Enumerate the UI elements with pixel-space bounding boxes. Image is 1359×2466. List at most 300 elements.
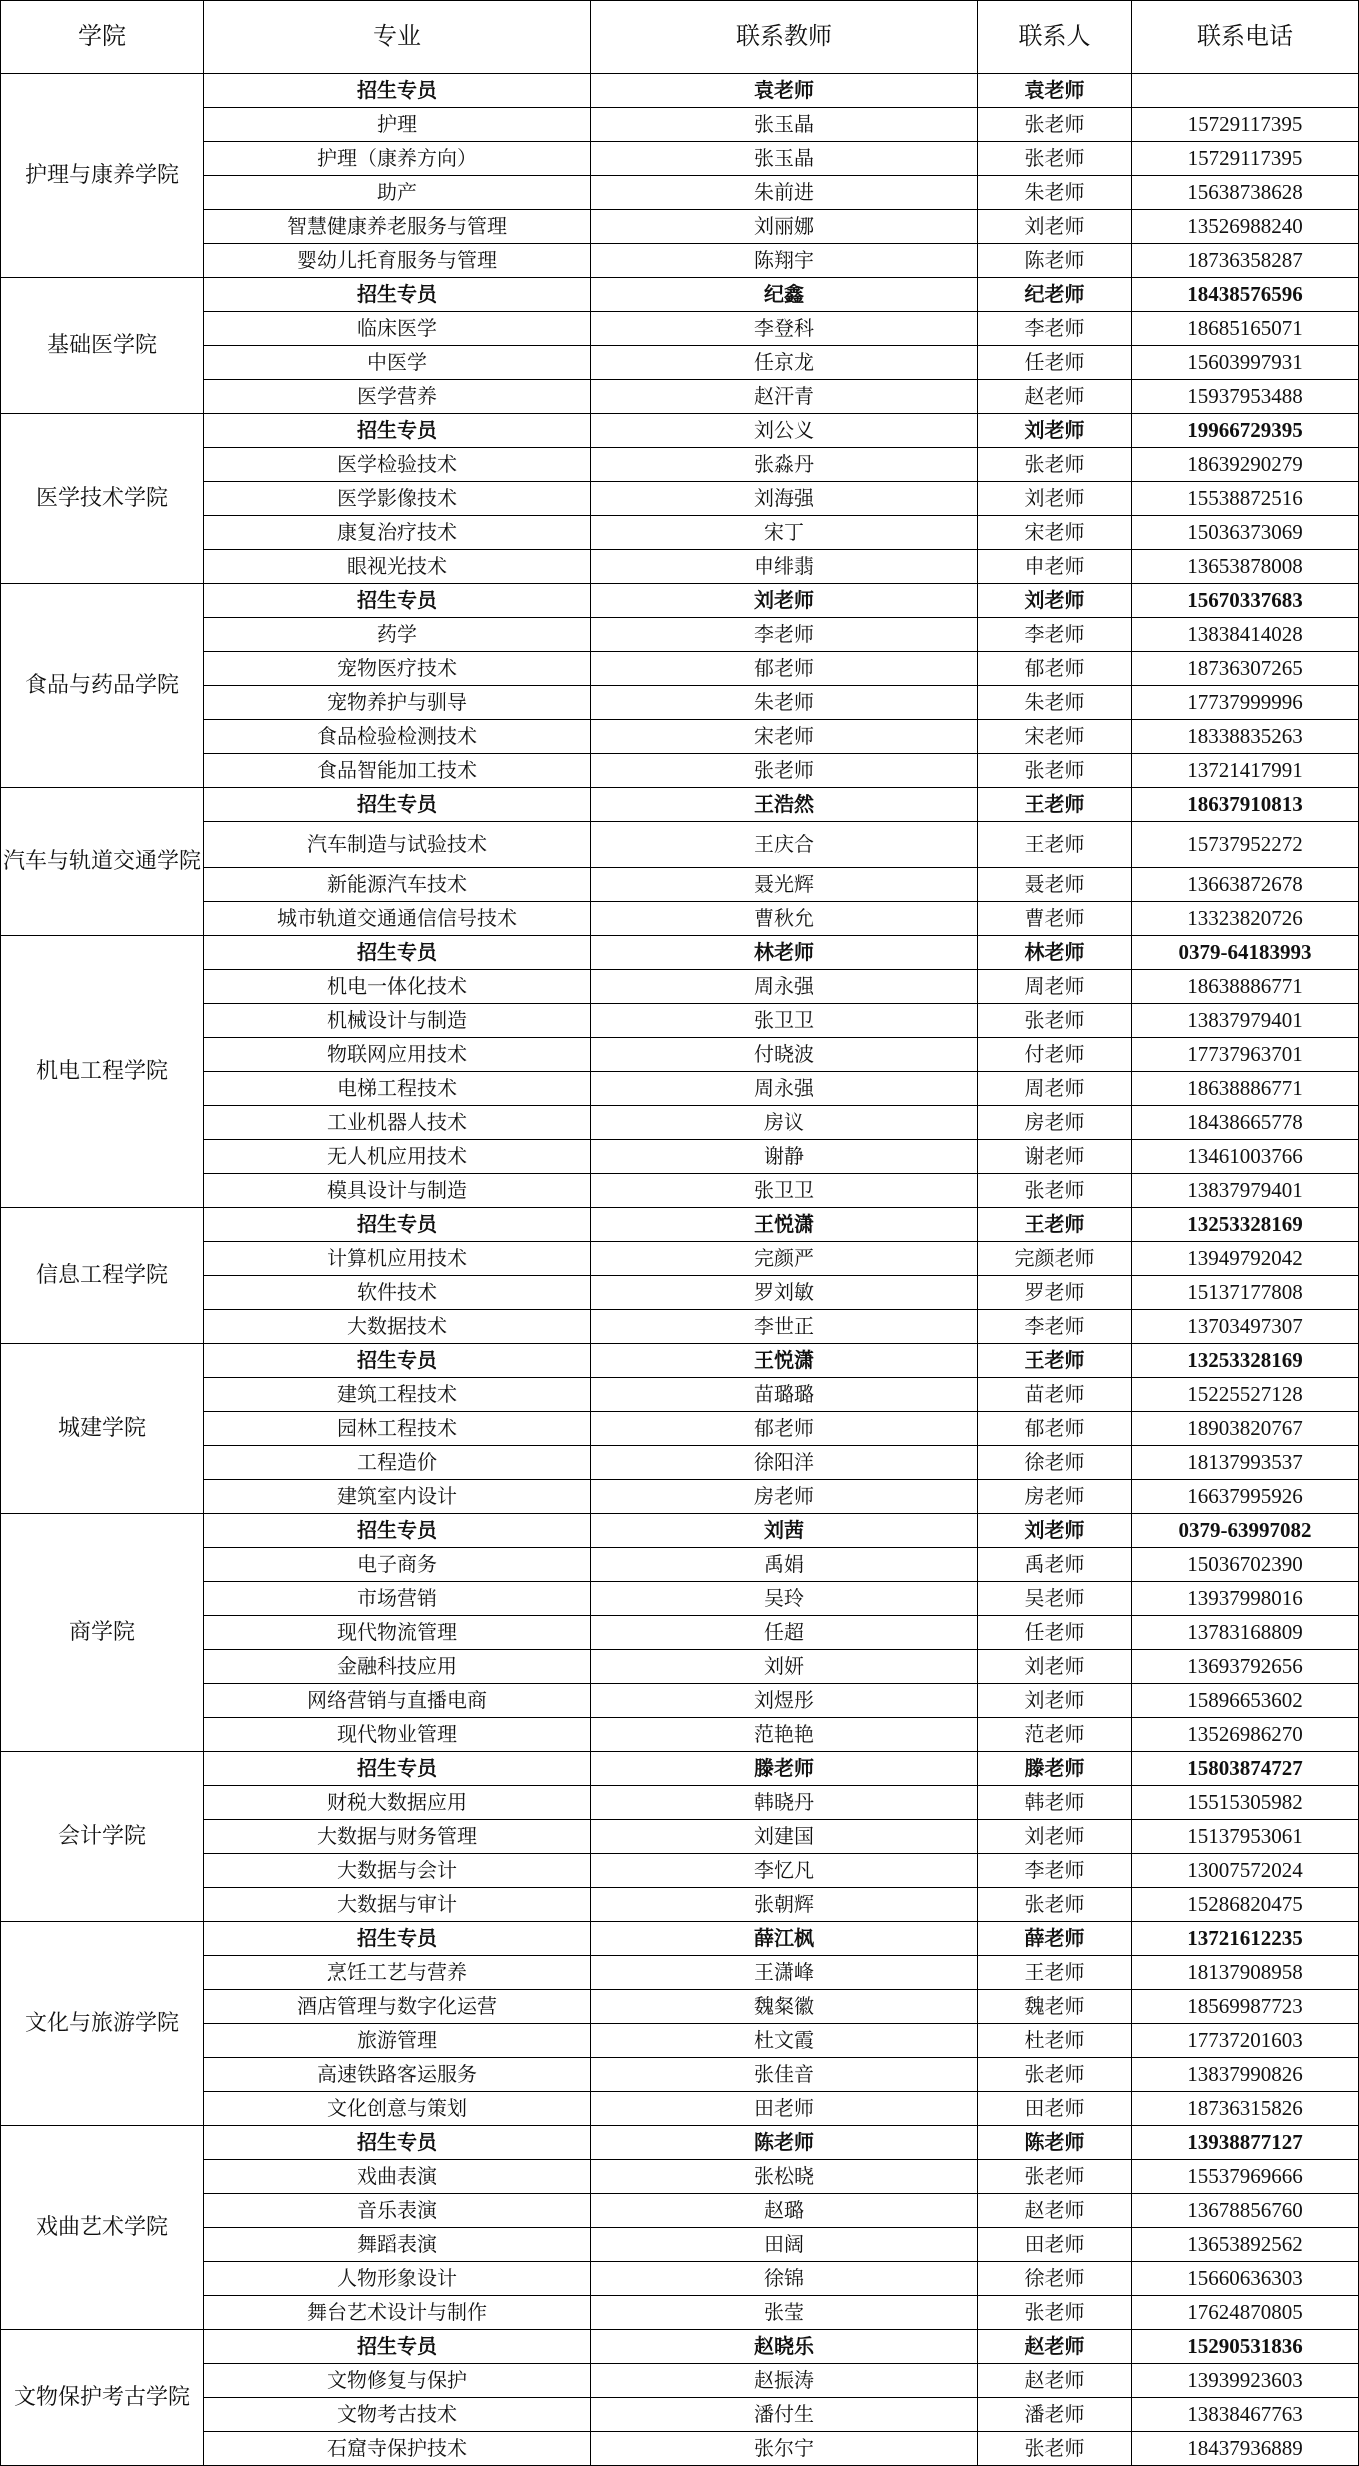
table-row [1,482,1359,516]
teacher-cell: 张莹 [591,2296,978,2330]
contact-person-cell: 张老师 [978,1888,1132,1922]
major-cell: 招生专员 [204,278,591,312]
phone-cell: 13693792656 [1132,1650,1359,1684]
table-row [1,1174,1359,1208]
contact-person-cell: 任老师 [978,1616,1132,1650]
contact-person-cell: 周老师 [978,1072,1132,1106]
contact-person-cell: 袁老师 [978,74,1132,108]
table-row [1,1072,1359,1106]
contact-person-cell: 张老师 [978,448,1132,482]
major-cell: 食品检验检测技术 [204,720,591,754]
teacher-cell: 张松晓 [591,2160,978,2194]
college-name: 文化与旅游学院 [1,1922,204,2126]
contact-person-cell: 周老师 [978,970,1132,1004]
teacher-cell: 李忆凡 [591,1854,978,1888]
teacher-cell: 刘海强 [591,482,978,516]
table-row [1,2228,1359,2262]
major-cell: 模具设计与制造 [204,1174,591,1208]
recruiter-row [1,2330,1359,2364]
table-row [1,1276,1359,1310]
teacher-cell: 张老师 [591,754,978,788]
contact-person-cell: 罗老师 [978,1276,1132,1310]
phone-cell: 18338835263 [1132,720,1359,754]
teacher-cell: 完颜严 [591,1242,978,1276]
contact-person-cell: 刘老师 [978,1514,1132,1548]
phone-cell: 18437936889 [1132,2432,1359,2466]
table-row [1,1106,1359,1140]
major-cell: 电子商务 [204,1548,591,1582]
phone-cell: 15660636303 [1132,2262,1359,2296]
teacher-cell: 郁老师 [591,652,978,686]
teacher-cell: 张卫卫 [591,1174,978,1208]
table-row [1,720,1359,754]
phone-cell: 13253328169 [1132,1208,1359,1242]
major-cell: 计算机应用技术 [204,1242,591,1276]
college-name: 汽车与轨道交通学院 [1,788,204,936]
phone-cell: 18903820767 [1132,1412,1359,1446]
table-row [1,1412,1359,1446]
table-row [1,2194,1359,2228]
major-cell: 招生专员 [204,414,591,448]
teacher-cell: 任京龙 [591,346,978,380]
major-cell: 招生专员 [204,74,591,108]
table-row [1,2296,1359,2330]
major-cell: 医学影像技术 [204,482,591,516]
major-cell: 助产 [204,176,591,210]
teacher-cell: 李登科 [591,312,978,346]
table-row [1,970,1359,1004]
major-cell: 婴幼儿托育服务与管理 [204,244,591,278]
header-major: 专业 [204,1,591,74]
phone-cell: 15137953061 [1132,1820,1359,1854]
contact-person-cell: 张老师 [978,2296,1132,2330]
contact-person-cell: 魏老师 [978,1990,1132,2024]
contact-person-cell: 付老师 [978,1038,1132,1072]
phone-cell: 15937953488 [1132,380,1359,414]
contact-person-cell: 聂老师 [978,868,1132,902]
phone-cell: 13721612235 [1132,1922,1359,1956]
phone-cell: 15896653602 [1132,1684,1359,1718]
contact-person-cell: 滕老师 [978,1752,1132,1786]
contact-person-cell: 朱老师 [978,686,1132,720]
major-cell: 机电一体化技术 [204,970,591,1004]
phone-cell: 13938877127 [1132,2126,1359,2160]
phone-cell: 18137908958 [1132,1956,1359,1990]
contact-person-cell: 王老师 [978,788,1132,822]
phone-cell: 13838414028 [1132,618,1359,652]
contact-person-cell: 薛老师 [978,1922,1132,1956]
recruiter-row [1,74,1359,108]
phone-cell: 13949792042 [1132,1242,1359,1276]
phone-cell: 13838467763 [1132,2398,1359,2432]
phone-cell: 18638886771 [1132,970,1359,1004]
phone-cell: 15515305982 [1132,1786,1359,1820]
table-row [1,1888,1359,1922]
phone-cell [1132,74,1359,108]
college-name: 商学院 [1,1514,204,1752]
phone-cell: 15537969666 [1132,2160,1359,2194]
phone-cell: 15603997931 [1132,346,1359,380]
teacher-cell: 张朝辉 [591,1888,978,1922]
contact-person-cell: 赵老师 [978,2194,1132,2228]
table-row [1,312,1359,346]
phone-cell: 18685165071 [1132,312,1359,346]
major-cell: 招生专员 [204,1752,591,1786]
major-cell: 电梯工程技术 [204,1072,591,1106]
table-row [1,686,1359,720]
phone-cell: 13526988240 [1132,210,1359,244]
contact-person-cell: 纪老师 [978,278,1132,312]
major-cell: 无人机应用技术 [204,1140,591,1174]
phone-cell: 15286820475 [1132,1888,1359,1922]
teacher-cell: 王潇峰 [591,1956,978,1990]
teacher-cell: 宋丁 [591,516,978,550]
teacher-cell: 付晓波 [591,1038,978,1072]
teacher-cell: 房老师 [591,1480,978,1514]
phone-cell: 18569987723 [1132,1990,1359,2024]
contact-person-cell: 吴老师 [978,1582,1132,1616]
major-cell: 城市轨道交通通信信号技术 [204,902,591,936]
phone-cell: 13703497307 [1132,1310,1359,1344]
major-cell: 烹饪工艺与营养 [204,1956,591,1990]
table-row [1,1854,1359,1888]
contact-person-cell: 王老师 [978,1208,1132,1242]
table-row [1,176,1359,210]
major-cell: 金融科技应用 [204,1650,591,1684]
table-row [1,1718,1359,1752]
table-row [1,1446,1359,1480]
contact-person-cell: 张老师 [978,2432,1132,2466]
major-cell: 现代物流管理 [204,1616,591,1650]
contact-person-cell: 张老师 [978,1004,1132,1038]
header-row [1,1,1359,74]
major-cell: 软件技术 [204,1276,591,1310]
contact-person-cell: 刘老师 [978,482,1132,516]
major-cell: 大数据与会计 [204,1854,591,1888]
contact-person-cell: 李老师 [978,1310,1132,1344]
contact-person-cell: 刘老师 [978,1650,1132,1684]
contact-person-cell: 张老师 [978,2058,1132,2092]
major-cell: 智慧健康养老服务与管理 [204,210,591,244]
phone-cell: 17624870805 [1132,2296,1359,2330]
table-body [1,74,1359,2466]
teacher-cell: 任超 [591,1616,978,1650]
phone-cell: 18137993537 [1132,1446,1359,1480]
teacher-cell: 刘建国 [591,1820,978,1854]
phone-cell: 13678856760 [1132,2194,1359,2228]
phone-cell: 13837979401 [1132,1174,1359,1208]
teacher-cell: 刘茜 [591,1514,978,1548]
teacher-cell: 范艳艳 [591,1718,978,1752]
teacher-cell: 张尔宁 [591,2432,978,2466]
teacher-cell: 聂光辉 [591,868,978,902]
major-cell: 招生专员 [204,2330,591,2364]
table-row [1,1310,1359,1344]
contact-person-cell: 曹老师 [978,902,1132,936]
contact-person-cell: 王老师 [978,1956,1132,1990]
table-row [1,1956,1359,1990]
contact-person-cell: 李老师 [978,618,1132,652]
teacher-cell: 申绯翡 [591,550,978,584]
teacher-cell: 禹娟 [591,1548,978,1582]
contact-person-cell: 张老师 [978,754,1132,788]
contact-person-cell: 宋老师 [978,720,1132,754]
phone-cell: 18736307265 [1132,652,1359,686]
phone-cell: 13837979401 [1132,1004,1359,1038]
contact-person-cell: 赵老师 [978,380,1132,414]
table-row [1,2092,1359,2126]
table-row [1,210,1359,244]
teacher-cell: 林老师 [591,936,978,970]
contact-person-cell: 谢老师 [978,1140,1132,1174]
table-row [1,346,1359,380]
table-row [1,902,1359,936]
major-cell: 现代物业管理 [204,1718,591,1752]
contact-person-cell: 徐老师 [978,2262,1132,2296]
college-name: 护理与康养学院 [1,74,204,278]
table-row [1,2364,1359,2398]
phone-cell: 15737952272 [1132,822,1359,868]
major-cell: 石窟寺保护技术 [204,2432,591,2466]
college-name: 戏曲艺术学院 [1,2126,204,2330]
contact-person-cell: 潘老师 [978,2398,1132,2432]
contact-person-cell: 刘老师 [978,1684,1132,1718]
teacher-cell: 刘煜彤 [591,1684,978,1718]
table-row [1,1990,1359,2024]
teacher-cell: 韩晓丹 [591,1786,978,1820]
contact-person-cell: 范老师 [978,1718,1132,1752]
major-cell: 大数据与审计 [204,1888,591,1922]
table-row [1,108,1359,142]
teacher-cell: 杜文霞 [591,2024,978,2058]
contact-person-cell: 房老师 [978,1480,1132,1514]
major-cell: 招生专员 [204,2126,591,2160]
college-name: 基础医学院 [1,278,204,414]
table-row [1,2398,1359,2432]
table-row [1,1820,1359,1854]
recruiter-row [1,1514,1359,1548]
table-row [1,550,1359,584]
table-row [1,868,1359,902]
table-row [1,1650,1359,1684]
table-row [1,2024,1359,2058]
teacher-cell: 吴玲 [591,1582,978,1616]
contact-person-cell: 赵老师 [978,2364,1132,2398]
teacher-cell: 张佳音 [591,2058,978,2092]
major-cell: 文物修复与保护 [204,2364,591,2398]
table-row [1,2160,1359,2194]
contact-person-cell: 任老师 [978,346,1132,380]
major-cell: 药学 [204,618,591,652]
contact-person-cell: 完颜老师 [978,1242,1132,1276]
phone-cell: 13007572024 [1132,1854,1359,1888]
recruiter-row [1,936,1359,970]
table-row [1,516,1359,550]
header-contact: 联系人 [978,1,1132,74]
college-name: 医学技术学院 [1,414,204,584]
major-cell: 音乐表演 [204,2194,591,2228]
phone-cell: 18639290279 [1132,448,1359,482]
major-cell: 医学检验技术 [204,448,591,482]
phone-cell: 13653878008 [1132,550,1359,584]
teacher-cell: 周永强 [591,970,978,1004]
major-cell: 招生专员 [204,1344,591,1378]
teacher-cell: 田老师 [591,2092,978,2126]
major-cell: 大数据与财务管理 [204,1820,591,1854]
major-cell: 宠物医疗技术 [204,652,591,686]
major-cell: 酒店管理与数字化运营 [204,1990,591,2024]
major-cell: 机械设计与制造 [204,1004,591,1038]
recruiter-row [1,278,1359,312]
teacher-cell: 徐锦 [591,2262,978,2296]
phone-cell: 15729117395 [1132,108,1359,142]
contact-person-cell: 徐老师 [978,1446,1132,1480]
contact-person-cell: 赵老师 [978,2330,1132,2364]
contact-person-cell: 李老师 [978,1854,1132,1888]
phone-cell: 13783168809 [1132,1616,1359,1650]
major-cell: 临床医学 [204,312,591,346]
teacher-cell: 张淼丹 [591,448,978,482]
contact-person-cell: 郁老师 [978,652,1132,686]
table-row [1,1548,1359,1582]
major-cell: 宠物养护与驯导 [204,686,591,720]
college-name: 文物保护考古学院 [1,2330,204,2466]
phone-cell: 15036373069 [1132,516,1359,550]
phone-cell: 17737999996 [1132,686,1359,720]
contact-person-cell: 陈老师 [978,244,1132,278]
recruiter-row [1,1922,1359,1956]
table-row [1,1004,1359,1038]
phone-cell: 18736358287 [1132,244,1359,278]
teacher-cell: 朱前进 [591,176,978,210]
major-cell: 舞蹈表演 [204,2228,591,2262]
contact-person-cell: 韩老师 [978,1786,1132,1820]
teacher-cell: 李世正 [591,1310,978,1344]
phone-cell: 15137177808 [1132,1276,1359,1310]
phone-cell: 15290531836 [1132,2330,1359,2364]
teacher-cell: 刘丽娜 [591,210,978,244]
contact-person-cell: 张老师 [978,108,1132,142]
contact-person-cell: 王老师 [978,822,1132,868]
teacher-cell: 王庆合 [591,822,978,868]
recruiter-row [1,2126,1359,2160]
contact-person-cell: 房老师 [978,1106,1132,1140]
table-row [1,618,1359,652]
phone-cell: 18638886771 [1132,1072,1359,1106]
teacher-cell: 赵振涛 [591,2364,978,2398]
contact-person-cell: 陈老师 [978,2126,1132,2160]
phone-cell: 0379-64183993 [1132,936,1359,970]
recruiter-row [1,584,1359,618]
table-row [1,380,1359,414]
major-cell: 建筑室内设计 [204,1480,591,1514]
major-cell: 招生专员 [204,788,591,822]
recruiter-row [1,1208,1359,1242]
header-phone: 联系电话 [1132,1,1359,74]
teacher-cell: 纪鑫 [591,278,978,312]
contact-person-cell: 刘老师 [978,210,1132,244]
major-cell: 招生专员 [204,1514,591,1548]
table-row [1,652,1359,686]
teacher-cell: 徐阳洋 [591,1446,978,1480]
teacher-cell: 郁老师 [591,1412,978,1446]
table-row [1,1582,1359,1616]
phone-cell: 15538872516 [1132,482,1359,516]
teacher-cell: 张卫卫 [591,1004,978,1038]
contact-person-cell: 禹老师 [978,1548,1132,1582]
phone-cell: 13837990826 [1132,2058,1359,2092]
phone-cell: 13721417991 [1132,754,1359,788]
phone-cell: 15638738628 [1132,176,1359,210]
teacher-cell: 刘妍 [591,1650,978,1684]
teacher-cell: 赵璐 [591,2194,978,2228]
phone-cell: 13653892562 [1132,2228,1359,2262]
table-row [1,754,1359,788]
teacher-cell: 李老师 [591,618,978,652]
teacher-cell: 潘付生 [591,2398,978,2432]
major-cell: 中医学 [204,346,591,380]
contact-person-cell: 宋老师 [978,516,1132,550]
teacher-cell: 袁老师 [591,74,978,108]
contact-person-cell: 张老师 [978,1174,1132,1208]
major-cell: 汽车制造与试验技术 [204,822,591,868]
contact-person-cell: 苗老师 [978,1378,1132,1412]
teacher-cell: 房议 [591,1106,978,1140]
teacher-cell: 陈翔宇 [591,244,978,278]
major-cell: 护理（康养方向） [204,142,591,176]
phone-cell: 18637910813 [1132,788,1359,822]
contact-person-cell: 杜老师 [978,2024,1132,2058]
contact-person-cell: 李老师 [978,312,1132,346]
phone-cell: 13937998016 [1132,1582,1359,1616]
header-teacher: 联系教师 [591,1,978,74]
teacher-cell: 刘公义 [591,414,978,448]
table-row [1,1242,1359,1276]
teacher-cell: 魏粲徽 [591,1990,978,2024]
contact-person-cell: 张老师 [978,142,1132,176]
college-name: 城建学院 [1,1344,204,1514]
teacher-cell: 田阔 [591,2228,978,2262]
table-row [1,448,1359,482]
major-cell: 招生专员 [204,936,591,970]
major-cell: 食品智能加工技术 [204,754,591,788]
teacher-cell: 周永强 [591,1072,978,1106]
college-name: 机电工程学院 [1,936,204,1208]
table-row [1,1684,1359,1718]
major-cell: 网络营销与直播电商 [204,1684,591,1718]
table-row [1,1786,1359,1820]
phone-cell: 17737201603 [1132,2024,1359,2058]
contact-person-cell: 郁老师 [978,1412,1132,1446]
teacher-cell: 朱老师 [591,686,978,720]
major-cell: 戏曲表演 [204,2160,591,2194]
teacher-cell: 陈老师 [591,2126,978,2160]
major-cell: 建筑工程技术 [204,1378,591,1412]
teacher-cell: 曹秋允 [591,902,978,936]
table-row [1,1038,1359,1072]
phone-cell: 0379-63997082 [1132,1514,1359,1548]
major-cell: 高速铁路客运服务 [204,2058,591,2092]
contact-person-cell: 林老师 [978,936,1132,970]
phone-cell: 15225527128 [1132,1378,1359,1412]
table-row [1,1616,1359,1650]
major-cell: 文化创意与策划 [204,2092,591,2126]
major-cell: 招生专员 [204,1208,591,1242]
contact-person-cell: 刘老师 [978,1820,1132,1854]
recruiter-row [1,788,1359,822]
major-cell: 眼视光技术 [204,550,591,584]
phone-cell: 13323820726 [1132,902,1359,936]
